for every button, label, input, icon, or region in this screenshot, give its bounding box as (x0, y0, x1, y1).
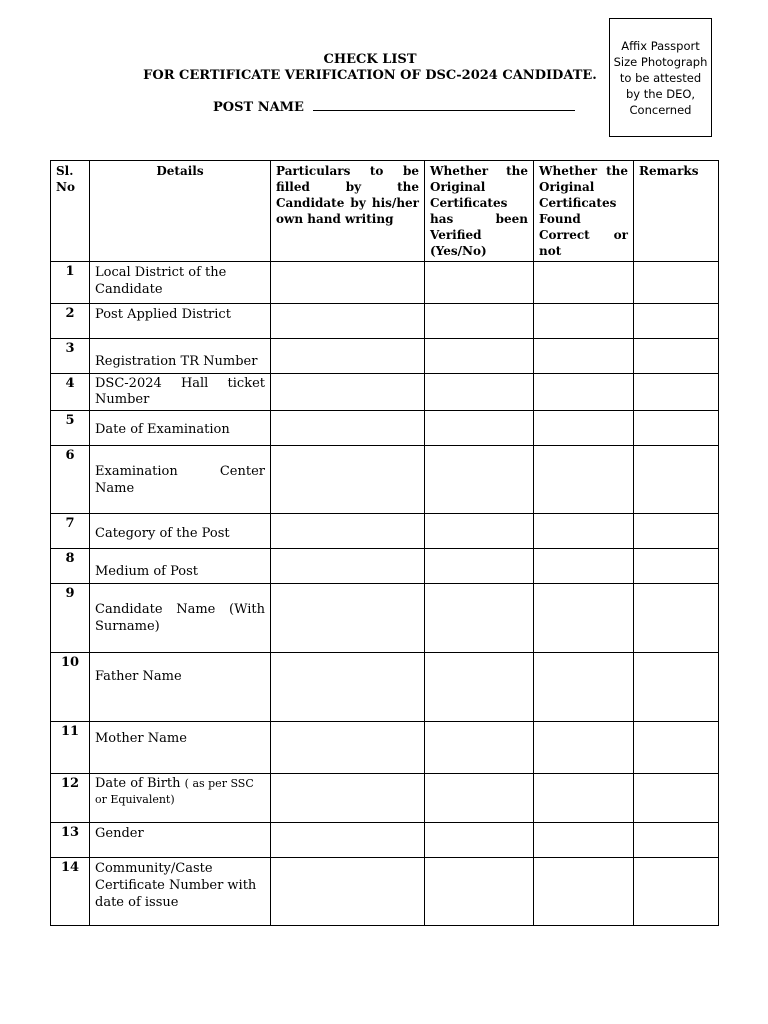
verified-cell[interactable] (425, 549, 534, 584)
particulars-cell[interactable] (271, 446, 425, 514)
verified-cell[interactable] (425, 774, 534, 823)
row-detail-label: Date of Birth (95, 776, 181, 791)
table-row (51, 411, 719, 446)
table-row (51, 514, 719, 549)
row-detail: Candidate Name (With Surname) (90, 584, 271, 653)
remarks-cell[interactable] (634, 774, 719, 823)
found-correct-cell[interactable] (534, 304, 634, 339)
remarks-cell[interactable] (634, 549, 719, 584)
remarks-cell[interactable] (634, 858, 719, 926)
particulars-cell[interactable] (271, 549, 425, 584)
found-correct-cell[interactable] (534, 653, 634, 722)
particulars-cell[interactable] (271, 823, 425, 858)
row-serial: 8 (51, 549, 90, 584)
found-correct-cell[interactable] (534, 774, 634, 823)
verified-cell[interactable] (425, 584, 534, 653)
table-row (51, 339, 719, 374)
row-serial: 3 (51, 339, 90, 374)
row-serial: 13 (51, 823, 90, 858)
particulars-cell[interactable] (271, 774, 425, 823)
remarks-cell[interactable] (634, 584, 719, 653)
particulars-cell[interactable] (271, 653, 425, 722)
row-detail: Examination Center Name (90, 446, 271, 514)
found-correct-cell[interactable] (534, 858, 634, 926)
particulars-cell[interactable] (271, 304, 425, 339)
checklist-table (50, 160, 719, 926)
title-line-1: CHECK LIST (323, 52, 417, 67)
remarks-cell[interactable] (634, 339, 719, 374)
table-row (51, 653, 719, 722)
row-serial: 4 (51, 374, 90, 411)
found-correct-cell[interactable] (534, 722, 634, 774)
particulars-cell[interactable] (271, 262, 425, 304)
particulars-cell[interactable] (271, 858, 425, 926)
remarks-cell[interactable] (634, 374, 719, 411)
table-row (51, 374, 719, 411)
column-header-particulars: Particulars to be filled by the Candidate by his/her own hand writing (271, 161, 425, 262)
title-line-2: FOR CERTIFICATE VERIFICATION OF DSC-2024 CANDIDATE. (143, 68, 597, 83)
post-name-label: POST NAME (213, 100, 304, 115)
verified-cell[interactable] (425, 304, 534, 339)
verified-cell[interactable] (425, 514, 534, 549)
row-serial: 10 (51, 653, 90, 722)
remarks-cell[interactable] (634, 262, 719, 304)
verified-cell[interactable] (425, 262, 534, 304)
row-detail: Gender (90, 823, 271, 858)
verified-cell[interactable] (425, 858, 534, 926)
table-header-row (51, 161, 719, 262)
remarks-cell[interactable] (634, 653, 719, 722)
particulars-cell[interactable] (271, 411, 425, 446)
row-serial: 7 (51, 514, 90, 549)
photo-instruction-text: Affix Passport Size Photograph to be attested by the DEO, Concerned (613, 38, 708, 117)
row-serial: 2 (51, 304, 90, 339)
row-detail: Local District of the Candidate (90, 262, 271, 304)
remarks-cell[interactable] (634, 823, 719, 858)
row-detail: Category of the Post (90, 514, 271, 549)
table-row (51, 549, 719, 584)
table-row (51, 823, 719, 858)
row-detail: Post Applied District (90, 304, 271, 339)
verified-cell[interactable] (425, 374, 534, 411)
row-detail (90, 774, 271, 823)
found-correct-cell[interactable] (534, 446, 634, 514)
particulars-cell[interactable] (271, 374, 425, 411)
table-row (51, 858, 719, 926)
column-header-remarks: Remarks (634, 161, 719, 262)
table-row (51, 584, 719, 653)
remarks-cell[interactable] (634, 411, 719, 446)
row-serial: 14 (51, 858, 90, 926)
row-detail-note: ( as per SSC or Equivalent) (95, 777, 254, 806)
table-row (51, 722, 719, 774)
row-detail: DSC-2024 Hall ticket Number (90, 374, 271, 411)
verified-cell[interactable] (425, 823, 534, 858)
remarks-cell[interactable] (634, 514, 719, 549)
row-detail: Registration TR Number (90, 339, 271, 374)
column-header-found-correct: Whether the Original Certificates Found Correct or not (534, 161, 634, 262)
column-header-sl-no: Sl. No (51, 161, 90, 262)
row-serial: 6 (51, 446, 90, 514)
particulars-cell[interactable] (271, 722, 425, 774)
page-title (130, 52, 610, 84)
post-name-blank-line[interactable] (313, 98, 575, 111)
found-correct-cell[interactable] (534, 514, 634, 549)
particulars-cell[interactable] (271, 514, 425, 549)
row-detail: Mother Name (90, 722, 271, 774)
column-header-verified: Whether the Original Certificates has been Verified (Yes/No) (425, 161, 534, 262)
table-row (51, 304, 719, 339)
particulars-cell[interactable] (271, 584, 425, 653)
found-correct-cell[interactable] (534, 584, 634, 653)
row-serial: 1 (51, 262, 90, 304)
verified-cell[interactable] (425, 339, 534, 374)
found-correct-cell[interactable] (534, 339, 634, 374)
photo-placeholder-box (609, 18, 712, 137)
found-correct-cell[interactable] (534, 374, 634, 411)
row-serial: 9 (51, 584, 90, 653)
verified-cell[interactable] (425, 653, 534, 722)
row-detail: Father Name (90, 653, 271, 722)
table-row (51, 446, 719, 514)
table-row (51, 774, 719, 823)
remarks-cell[interactable] (634, 722, 719, 774)
row-detail: Date of Examination (90, 411, 271, 446)
verified-cell[interactable] (425, 722, 534, 774)
column-header-details: Details (90, 161, 271, 262)
remarks-cell[interactable] (634, 446, 719, 514)
row-serial: 5 (51, 411, 90, 446)
row-serial: 11 (51, 722, 90, 774)
found-correct-cell[interactable] (534, 262, 634, 304)
row-serial: 12 (51, 774, 90, 823)
post-name-field (213, 98, 575, 115)
particulars-cell[interactable] (271, 339, 425, 374)
verified-cell[interactable] (425, 411, 534, 446)
remarks-cell[interactable] (634, 304, 719, 339)
table-row (51, 262, 719, 304)
found-correct-cell[interactable] (534, 549, 634, 584)
verified-cell[interactable] (425, 446, 534, 514)
found-correct-cell[interactable] (534, 823, 634, 858)
row-detail: Community/Caste Certificate Number with date of issue (90, 858, 271, 926)
row-detail: Medium of Post (90, 549, 271, 584)
found-correct-cell[interactable] (534, 411, 634, 446)
